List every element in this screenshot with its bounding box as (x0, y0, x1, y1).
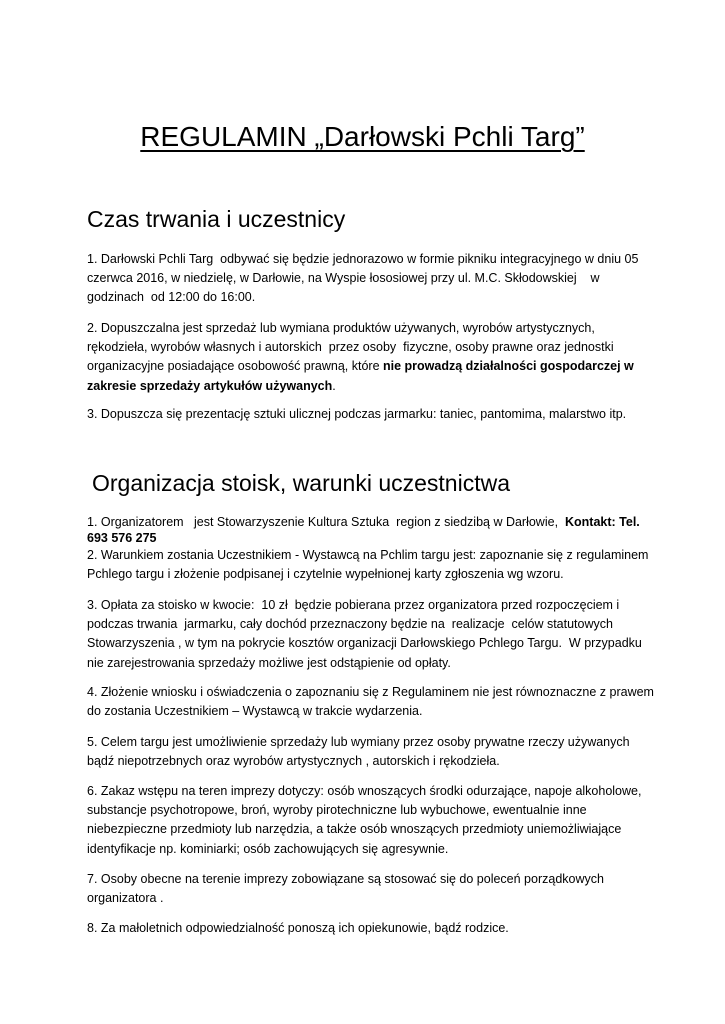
text-line: 4. Złożenie wniosku i oświadczenia o zapoznaniu się z Regulaminem nie jest równoznaczne z prawem (87, 685, 654, 699)
text-line: godzinach od 12:00 do 16:00. (87, 290, 256, 305)
document-title: REGULAMIN „Darłowski Pchli Targ” (140, 121, 585, 152)
paragraph-2-3 (87, 596, 647, 673)
text-line: substancje psychotropowe, broń, wyroby pirotechniczne lub wybuchowe, ewentualnie inne (87, 803, 587, 818)
text-line: 5. Celem targu jest umożliwienie sprzedaży lub wymiany przez osoby prywatne rzeczy używanych (87, 735, 630, 749)
text-line: 2. Dopuszczalna jest sprzedaż lub wymiana produktów używanych, wyrobów artystycznych, (87, 321, 595, 335)
text-line: Pchlego targu i złożenie podpisanej i czytelnie wypełnionej karty zgłoszenia wg wzoru. (87, 567, 564, 582)
text-line (87, 514, 647, 530)
text-line: czerwca 2016, w niedzielę, w Darłowie, na Wyspie łososiowej przy ul. M.C. Skłodowskiej w (87, 271, 600, 286)
paragraph-1-1 (87, 250, 647, 308)
text-bold: nie prowadzą działalności gospodarczej w (383, 359, 634, 374)
text-line: identyfikacje np. kominiarki; osób zachowujących się agresywnie. (87, 841, 449, 856)
text-line: 8. Za małoletnich odpowiedzialność ponoszą ich opiekunowie, bądź rodzice. (87, 921, 509, 935)
text-line (87, 377, 647, 396)
section-heading-organizacja: Organizacja stoisk, warunki uczestnictwa (92, 470, 510, 496)
section-heading-czas-trwania: Czas trwania i uczestnicy (87, 206, 346, 232)
text-line: bądź niepotrzebnych oraz wyrobów artystycznych , autorskich i rękodzieła. (87, 754, 500, 769)
paragraph-2-7 (87, 870, 647, 908)
paragraph-2-2 (87, 546, 647, 584)
paragraph-1-3 (87, 405, 647, 424)
text-line: niebezpieczne przedmioty lub narzędzia, a także osób wnoszących przedmioty uniemożliwiające (87, 822, 622, 837)
text-line: rękodzieła, wyrobów własnych i autorskich przez osoby fizyczne, osoby prawne oraz jednostki (87, 340, 614, 355)
text-line: Stowarzyszenia , w tym na pokrycie kosztów organizacji Darłowskiego Pchlego Targu. W przypadku (87, 636, 642, 651)
text-bold: zakresie sprzedaży artykułów używanych (87, 378, 333, 393)
text-line: organizatora . (87, 891, 164, 906)
contact-phone: 693 576 275 (87, 531, 157, 545)
text-line: 3. Dopuszcza się prezentację sztuki ulicznej podczas jarmarku: taniec, pantomima, malarstwo itp. (87, 407, 627, 421)
text-normal: 1. Organizatorem jest Stowarzyszenie Kultura Sztuka region z siedzibą w Darłowie, (87, 515, 565, 529)
paragraph-2-6 (87, 782, 647, 859)
text-line: 7. Osoby obecne na terenie imprezy zobowiązane są stosować się do poleceń porządkowych (87, 872, 604, 886)
contact-label: Kontakt: Tel. (565, 515, 640, 529)
text-line: podczas trwania jarmarku, cały dochód przeznaczony będzie na realizacje celów statutowych (87, 617, 613, 632)
text-normal: . (332, 378, 336, 393)
text-line: nie zarejestrowania sprzedaży możliwe jest odstąpienie od opłaty. (87, 655, 451, 670)
paragraph-2-4 (87, 683, 654, 721)
paragraph-2-1 (87, 514, 647, 546)
text-normal: organizacyjne posiadające osobowość prawną, które (87, 359, 384, 374)
text-line: do zostania Uczestnikiem – Wystawcą w trakcie wydarzenia. (87, 704, 423, 719)
text-line: 2. Warunkiem zostania Uczestnikiem - Wystawcą na Pchlim targu jest: zapoznanie się z regulaminem (87, 548, 649, 562)
paragraph-1-2 (87, 319, 647, 396)
paragraph-2-8 (87, 919, 647, 938)
text-line: 1. Darłowski Pchli Targ odbywać się będzie jednorazowo w formie pikniku integracyjnego w dniu 05 (87, 252, 639, 266)
text-line: 3. Opłata za stoisko w kwocie: 10 zł będzie pobierana przez organizatora przed rozpoczęciem i (87, 598, 620, 612)
paragraph-2-5 (87, 733, 647, 771)
text-line: 6. Zakaz wstępu na teren imprezy dotyczy: osób wnoszących środki odurzające, napoje alkoholowe, (87, 784, 642, 798)
text-line (87, 357, 647, 376)
